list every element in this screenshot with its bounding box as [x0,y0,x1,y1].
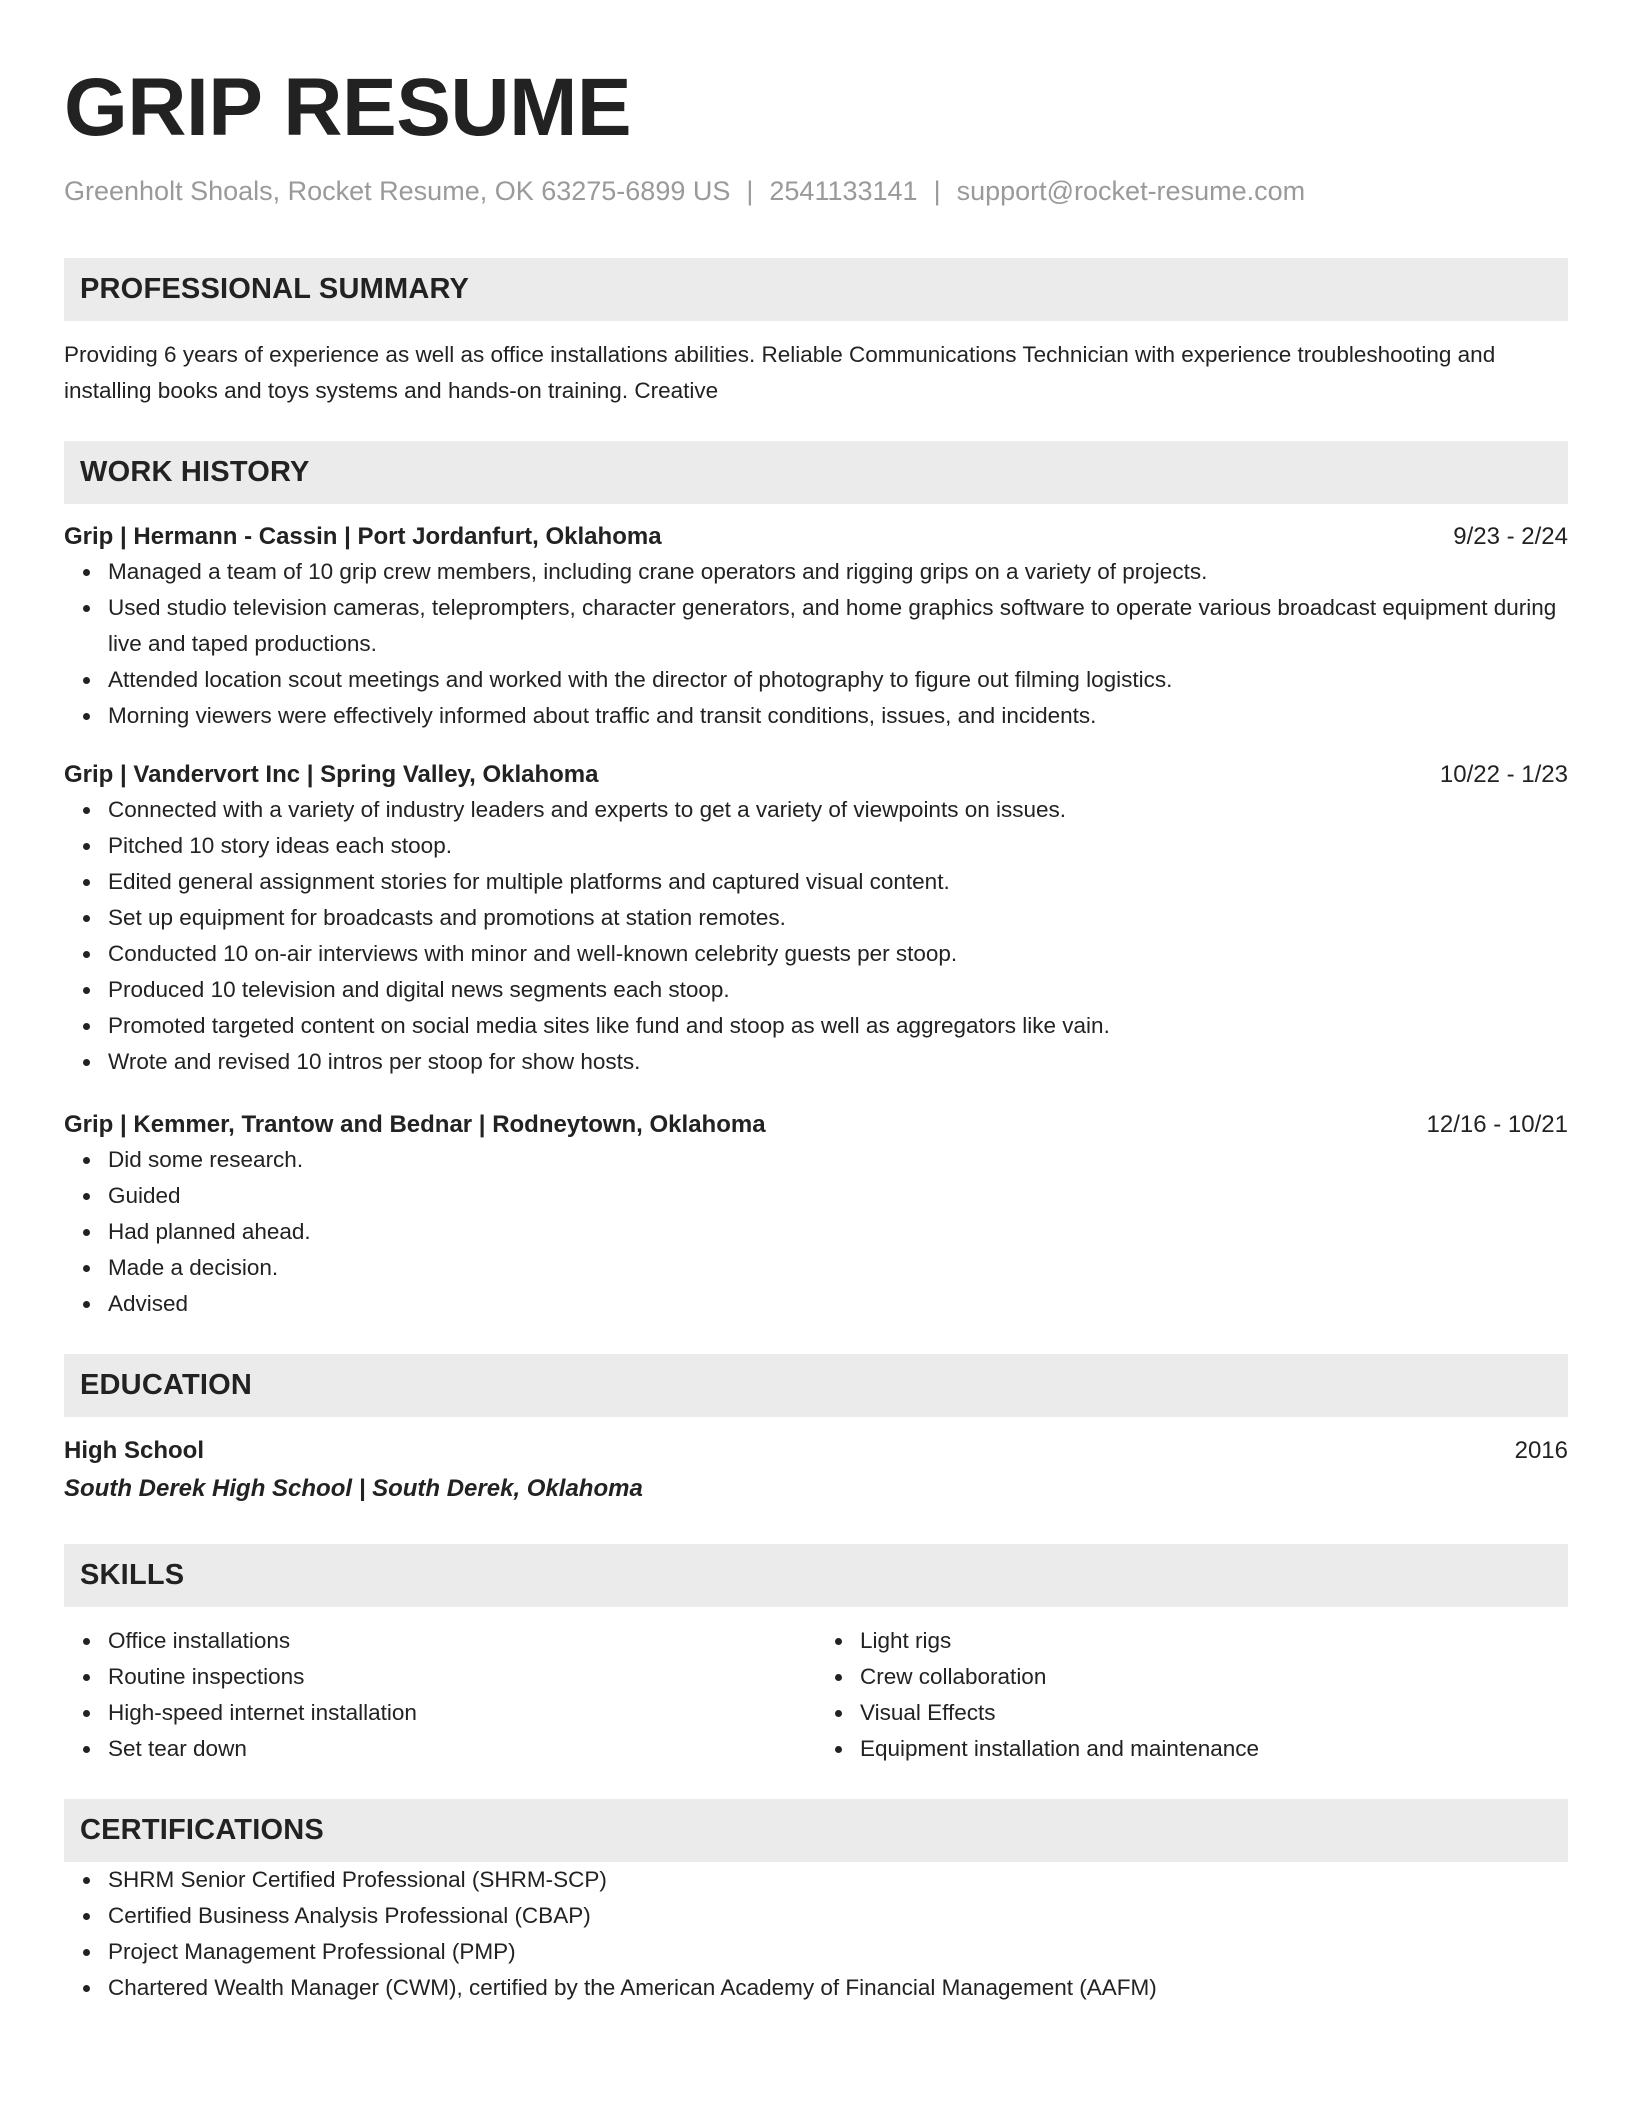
summary-text: Providing 6 years of experience as well as office installations abilities. Reliable Communications Technician with experience troubleshooting and installing books and toys systems and hands-on training. Creative [64,342,1496,403]
job-title: Grip | Kemmer, Trantow and Bednar | Rodneytown, Oklahoma [64,1111,766,1138]
job-title: Grip | Hermann - Cassin | Port Jordanfurt, Oklahoma [64,523,662,550]
contact-line [64,174,1568,208]
job-bullet: Advised [108,1286,1568,1322]
contact-address: Greenholt Shoals, Rocket Resume, OK 63275-6899 US [64,176,731,206]
job-bullet: Edited general assignment stories for multiple platforms and captured visual content. [108,864,1568,900]
job-bullet: Wrote and revised 10 intros per stoop for show hosts. [108,1044,1568,1080]
certification-item: Chartered Wealth Manager (CWM), certified by the American Academy of Financial Management (AAFM) [108,1970,1568,2006]
section-heading-summary: PROFESSIONAL SUMMARY [64,258,1568,321]
skill-item: Crew collaboration [860,1659,1568,1695]
section-heading-certifications: CERTIFICATIONS [64,1799,1568,1862]
skill-item: Office installations [108,1623,816,1659]
education-header [64,1434,1568,1468]
job-bullet-list [64,792,1568,1080]
job-bullet: Did some research. [108,1142,1568,1178]
skills-list [64,1623,1568,1767]
certification-item: Certified Business Analysis Professional (CBAP) [108,1898,1568,1934]
certification-item: SHRM Senior Certified Professional (SHRM-SCP) [108,1862,1568,1898]
education-year: 2016 [1514,1437,1568,1464]
job-header [64,758,1568,792]
contact-email: support@rocket-resume.com [956,176,1306,206]
job-bullet: Made a decision. [108,1250,1568,1286]
job-bullet: Connected with a variety of industry leaders and experts to get a variety of viewpoints on issues. [108,792,1568,828]
education-degree: High School [64,1437,204,1464]
skill-item: Visual Effects [860,1695,1568,1731]
job-bullet: Attended location scout meetings and worked with the director of photography to figure out filming logistics. [108,662,1568,698]
resume-title: GRIP RESUME [64,62,632,153]
job-bullet: Had planned ahead. [108,1214,1568,1250]
job-bullet: Guided [108,1178,1568,1214]
job-bullet-list [64,1142,1568,1322]
job-header [64,1108,1568,1142]
section-heading-education: EDUCATION [64,1354,1568,1417]
skill-item: Routine inspections [108,1659,816,1695]
job-dates: 9/23 - 2/24 [1453,523,1568,550]
skills-column-right [816,1623,1568,1767]
skills-column-left [64,1623,816,1767]
job-bullet: Pitched 10 story ideas each stoop. [108,828,1568,864]
section-heading-skills: SKILLS [64,1544,1568,1607]
skill-item: Set tear down [108,1731,816,1767]
section-heading-work-history: WORK HISTORY [64,441,1568,504]
job-bullet: Conducted 10 on-air interviews with minor and well-known celebrity guests per stoop. [108,936,1568,972]
job-bullet: Set up equipment for broadcasts and promotions at station remotes. [108,900,1568,936]
job-header [64,520,1568,554]
skill-item: High-speed internet installation [108,1695,816,1731]
job-bullet: Managed a team of 10 grip crew members, including crane operators and rigging grips on a variety of projects. [108,554,1568,590]
contact-phone: 2541133141 [769,176,918,206]
skill-item: Equipment installation and maintenance [860,1731,1568,1767]
job-bullet: Promoted targeted content on social media sites like fund and stoop as well as aggregators like vain. [108,1008,1568,1044]
job-bullet-list [64,554,1568,734]
certifications-list [64,1862,1568,2006]
job-bullet: Produced 10 television and digital news segments each stoop. [108,972,1568,1008]
contact-separator: | [933,176,941,206]
job-dates: 12/16 - 10/21 [1426,1111,1568,1138]
certification-item: Project Management Professional (PMP) [108,1934,1568,1970]
job-bullet: Morning viewers were effectively informed about traffic and transit conditions, issues, and incidents. [108,698,1568,734]
job-title: Grip | Vandervort Inc | Spring Valley, Oklahoma [64,761,599,788]
job-dates: 10/22 - 1/23 [1439,761,1568,788]
skill-item: Light rigs [860,1623,1568,1659]
education-school: South Derek High School | South Derek, Oklahoma [64,1475,643,1502]
job-bullet: Used studio television cameras, teleprompters, character generators, and home graphics software to operate various broadcast equipment during live and taped productions. [108,590,1568,662]
contact-separator: | [746,176,754,206]
